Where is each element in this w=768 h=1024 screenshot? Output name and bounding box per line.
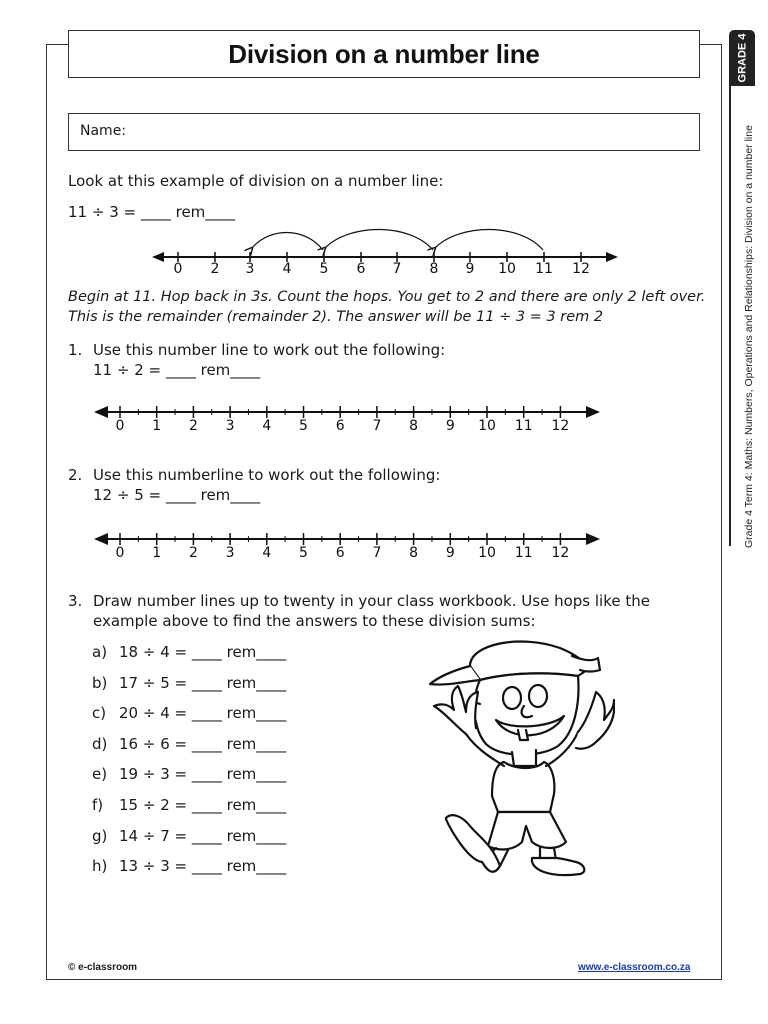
example-tick-label: 7 (392, 261, 402, 277)
example-tick-label: 10 (498, 261, 516, 277)
q1-number-line-right-arrow (586, 406, 600, 418)
q3-item-equation: 18 ÷ 4 = ____ rem____ (119, 643, 287, 661)
q2-text: Use this numberline to work out the following: (93, 466, 441, 484)
q3-item-equation: 17 ÷ 5 = ____ rem____ (119, 673, 287, 692)
q1-number-line-tick-label: 0 (115, 418, 125, 434)
q1-equation: 11 ÷ 2 = ____ rem____ (93, 361, 261, 379)
q2-number-line-tick-label: 4 (262, 545, 272, 561)
q3-item-label: c) (92, 704, 107, 723)
q2-number-line-tick-label: 11 (514, 545, 533, 561)
q3-item-label: h) (92, 857, 108, 876)
q3-item-equation: 19 ÷ 3 = ____ rem____ (119, 765, 287, 784)
q1-number-line-tick-label: 10 (478, 418, 496, 434)
example-tick-label: 6 (356, 261, 366, 277)
q3-item-equation: 16 ÷ 6 = ____ rem____ (119, 734, 287, 753)
q2-number-line-tick-label: 2 (188, 545, 198, 561)
explanation-line-1: Begin at 11. Hop back in 3s. Count the hops. You get to 2 and there are only 2 left over. (68, 289, 706, 305)
q1-number-line-tick-label: 3 (225, 418, 235, 434)
example-tick-label: 4 (282, 261, 292, 277)
page-title: Division on a number line (228, 38, 540, 69)
q3-item-equation: 14 ÷ 7 = ____ rem____ (119, 826, 287, 845)
example-tick-label: 2 (210, 261, 220, 277)
q1-number: 1. (68, 341, 83, 359)
example-tick-label: 8 (429, 261, 439, 277)
q3-item-equation: 20 ÷ 4 = ____ rem____ (119, 704, 287, 723)
q3-item-label: f) (92, 796, 104, 814)
q2-number-line-tick-label: 5 (299, 545, 308, 561)
q2-number-line-tick-label: 3 (225, 545, 235, 561)
q1-number-line-tick-label: 2 (188, 418, 198, 434)
footer-copyright: © e-classroom (68, 962, 138, 973)
q2-number-line-tick-label: 8 (409, 545, 419, 561)
q1-number-line-tick-label: 6 (335, 418, 345, 434)
q1-number-line-tick-label: 8 (409, 418, 419, 434)
sidebar-curriculum-text: Grade 4 Term 4: Maths: Numbers, Operations and Relationships: Division on a number line (743, 125, 755, 548)
q1-number-line-tick-label: 5 (299, 418, 308, 434)
hop-arc-3 (252, 232, 323, 250)
cartoon-boy-illustration (400, 636, 615, 880)
q3-item-label: d) (92, 734, 108, 753)
q2-number-line-tick-label: 12 (551, 545, 570, 561)
q3-number: 3. (68, 592, 83, 610)
example-tick-label: 12 (572, 261, 590, 277)
explanation-line-2: This is the remainder (remainder 2). The answer will be 11 ÷ 3 = 3 rem 2 (68, 309, 604, 325)
q2-number-line-tick-label: 10 (478, 545, 496, 561)
grade-tab (729, 30, 755, 86)
example-tick-label: 9 (465, 261, 475, 277)
hop-arc-2 (325, 229, 433, 250)
q2-number-line (92, 527, 602, 561)
q2-number-line-tick-label: 6 (335, 545, 345, 561)
grade-tab-label: GRADE 4 (736, 33, 748, 83)
q3-text-line-2: example above to find the answers to these division sums: (93, 612, 536, 630)
example-equation: 11 ÷ 3 = ____ rem____ (68, 203, 236, 221)
q2-number-line-left-arrow (94, 533, 108, 545)
example-tick-label: 11 (535, 261, 553, 277)
hop-arc-1 (435, 229, 543, 250)
q1-number-line-tick-label: 11 (514, 418, 533, 434)
title-box (68, 30, 700, 78)
q2-equation: 12 ÷ 5 = ____ rem____ (93, 486, 261, 504)
q2-number-line-tick-label: 1 (152, 545, 162, 561)
footer-website-link[interactable]: www.e-classroom.co.za (578, 962, 691, 973)
q2-number: 2. (68, 466, 83, 484)
example-number-line (150, 225, 620, 277)
q1-number-line-tick-label: 1 (152, 418, 162, 434)
q3-item-label: a) (92, 643, 108, 661)
example-tick-label: 0 (173, 261, 183, 277)
q1-number-line-left-arrow (94, 406, 108, 418)
q2-number-line-tick-label: 9 (445, 545, 455, 561)
name-label: Name: (80, 123, 127, 139)
q2-number-line-right-arrow (586, 533, 600, 545)
q1-number-line-tick-label: 7 (372, 418, 382, 434)
q3-item-label: g) (92, 826, 108, 845)
q2-number-line-tick-label: 0 (115, 545, 125, 561)
example-tick-label: 5 (319, 261, 329, 277)
q1-number-line (92, 400, 602, 434)
q3-item-equation: 13 ÷ 3 = ____ rem____ (119, 857, 287, 876)
q1-number-line-tick-label: 12 (551, 418, 570, 434)
q1-number-line-tick-label: 9 (445, 418, 455, 434)
sidebar-divider (729, 86, 731, 546)
name-field[interactable] (68, 113, 700, 151)
q2-number-line-tick-label: 7 (372, 545, 382, 561)
q1-text: Use this number line to work out the following: (93, 341, 446, 359)
q1-number-line-tick-label: 4 (262, 418, 272, 434)
q3-item-label: e) (92, 765, 108, 784)
example-tick-label: 3 (245, 261, 255, 277)
q3-item-equation: 15 ÷ 2 = ____ rem____ (119, 796, 287, 814)
intro-text: Look at this example of division on a number line: (68, 172, 444, 190)
q3-text-line-1: Draw number lines up to twenty in your class workbook. Use hops like the (93, 592, 650, 610)
q3-item-label: b) (92, 673, 108, 692)
